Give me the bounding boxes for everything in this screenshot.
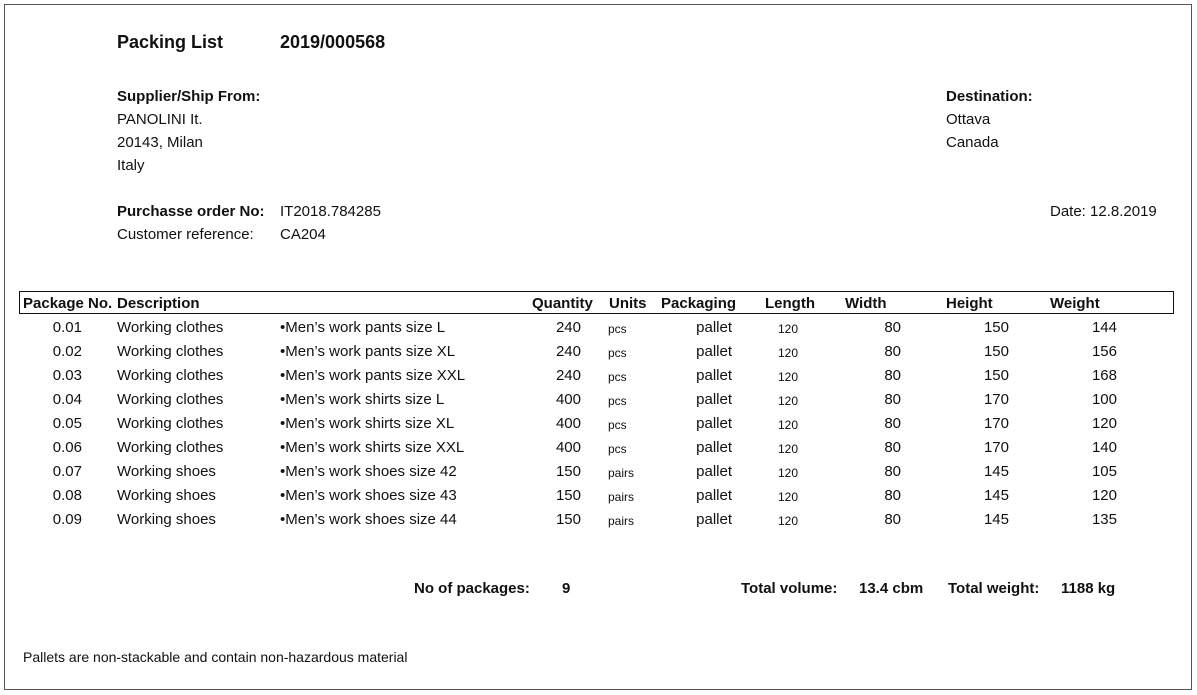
cell-height: 145: [983, 487, 1009, 504]
cell-units: pcs: [608, 442, 627, 456]
cell-height: 145: [983, 511, 1009, 528]
cell-weight: 100: [1091, 391, 1117, 408]
cell-height: 150: [983, 367, 1009, 384]
packages-label: No of packages:: [414, 580, 530, 597]
cell-packaging: pallet: [696, 439, 732, 456]
cell-weight: 140: [1091, 439, 1117, 456]
cell-category: Working clothes: [117, 391, 224, 408]
header-package-no: Package No.: [23, 295, 113, 312]
cell-package-no: 0.04: [52, 391, 82, 408]
cell-item: •Men’s work shoes size 42: [280, 463, 457, 480]
cell-packaging: pallet: [696, 415, 732, 432]
supplier-name: PANOLINI It.: [117, 111, 203, 128]
cell-category: Working clothes: [117, 343, 224, 360]
cell-item: •Men’s work shoes size 44: [280, 511, 457, 528]
cell-length: 120: [778, 466, 799, 480]
cell-height: 150: [983, 319, 1009, 336]
cell-category: Working shoes: [117, 463, 216, 480]
po-value: IT2018.784285: [280, 203, 381, 220]
volume-value: 13.4 cbm: [859, 580, 924, 597]
cell-packaging: pallet: [696, 487, 732, 504]
cell-height: 145: [983, 463, 1009, 480]
cell-width: 80: [884, 343, 901, 360]
header-quantity: Quantity: [532, 295, 593, 312]
cell-weight: 156: [1091, 343, 1117, 360]
cell-quantity: 150: [555, 463, 581, 480]
cell-units: pairs: [608, 490, 635, 504]
volume-label: Total volume:: [741, 580, 838, 597]
cell-package-no: 0.05: [52, 415, 82, 432]
customer-ref-label: Customer reference:: [117, 226, 254, 243]
cell-units: pairs: [608, 466, 635, 480]
supplier-city: 20143, Milan: [117, 134, 203, 151]
cell-height: 150: [983, 343, 1009, 360]
cell-length: 120: [778, 442, 799, 456]
cell-weight: 168: [1091, 367, 1117, 384]
cell-package-no: 0.06: [52, 439, 82, 456]
cell-length: 120: [778, 514, 799, 528]
cell-width: 80: [884, 319, 901, 336]
header-length: Length: [765, 295, 815, 312]
cell-length: 120: [778, 490, 799, 504]
cell-weight: 120: [1091, 487, 1117, 504]
document-number: 2019/000568: [280, 32, 386, 52]
cell-category: Working shoes: [117, 487, 216, 504]
cell-package-no: 0.02: [52, 343, 82, 360]
cell-units: pcs: [608, 322, 627, 336]
cell-package-no: 0.09: [52, 511, 82, 528]
cell-packaging: pallet: [696, 319, 732, 336]
cell-units: pcs: [608, 418, 627, 432]
cell-weight: 120: [1091, 415, 1117, 432]
cell-packaging: pallet: [696, 391, 732, 408]
supplier-country: Italy: [117, 157, 145, 174]
cell-height: 170: [983, 415, 1009, 432]
cell-units: pcs: [608, 370, 627, 384]
header-width: Width: [845, 295, 887, 312]
cell-quantity: 400: [555, 415, 581, 432]
cell-quantity: 400: [555, 439, 581, 456]
cell-item: •Men’s work shoes size 43: [280, 487, 457, 504]
cell-weight: 135: [1091, 511, 1117, 528]
cell-item: •Men’s work shirts size XXL: [280, 439, 465, 456]
cell-item: •Men’s work shirts size L: [280, 391, 445, 408]
cell-height: 170: [983, 391, 1009, 408]
cell-length: 120: [778, 394, 799, 408]
cell-package-no: 0.07: [52, 463, 82, 480]
header-description: Description: [117, 295, 200, 312]
cell-packaging: pallet: [696, 511, 732, 528]
cell-quantity: 150: [555, 511, 581, 528]
cell-width: 80: [884, 367, 901, 384]
po-label: Purchasse order No:: [117, 203, 265, 220]
cell-quantity: 150: [555, 487, 581, 504]
supplier-label: Supplier/Ship From:: [117, 88, 261, 105]
cell-units: pairs: [608, 514, 635, 528]
cell-package-no: 0.03: [52, 367, 82, 384]
cell-weight: 144: [1091, 319, 1117, 336]
document-date: Date: 12.8.2019: [1050, 203, 1157, 220]
cell-units: pcs: [608, 394, 627, 408]
document-title: Packing List: [117, 32, 224, 52]
cell-quantity: 240: [555, 319, 581, 336]
cell-length: 120: [778, 418, 799, 432]
cell-category: Working shoes: [117, 511, 216, 528]
cell-category: Working clothes: [117, 319, 224, 336]
weight-value: 1188 kg: [1061, 580, 1116, 597]
cell-category: Working clothes: [117, 367, 224, 384]
destination-country: Canada: [946, 134, 999, 151]
header-height: Height: [946, 295, 993, 312]
destination-city: Ottava: [946, 111, 991, 128]
cell-width: 80: [884, 463, 901, 480]
cell-package-no: 0.08: [52, 487, 82, 504]
cell-width: 80: [884, 391, 901, 408]
cell-width: 80: [884, 439, 901, 456]
cell-units: pcs: [608, 346, 627, 360]
cell-package-no: 0.01: [52, 319, 82, 336]
header-units: Units: [609, 295, 647, 312]
cell-packaging: pallet: [696, 343, 732, 360]
weight-label: Total weight:: [948, 580, 1040, 597]
header-weight: Weight: [1050, 295, 1100, 312]
cell-quantity: 400: [555, 391, 581, 408]
cell-length: 120: [778, 370, 799, 384]
cell-width: 80: [884, 415, 901, 432]
cell-width: 80: [884, 487, 901, 504]
destination-label: Destination:: [946, 88, 1033, 105]
cell-length: 120: [778, 346, 799, 360]
footer-note: Pallets are non-stackable and contain non-hazardous material: [23, 649, 408, 665]
cell-packaging: pallet: [696, 367, 732, 384]
cell-weight: 105: [1091, 463, 1117, 480]
cell-category: Working clothes: [117, 439, 224, 456]
cell-quantity: 240: [555, 343, 581, 360]
cell-item: •Men’s work shirts size XL: [280, 415, 455, 432]
cell-item: •Men’s work pants size XL: [280, 343, 456, 360]
header-packaging: Packaging: [661, 295, 737, 312]
cell-quantity: 240: [555, 367, 581, 384]
cell-height: 170: [983, 439, 1009, 456]
packages-value: 9: [562, 580, 571, 597]
customer-ref-value: CA204: [280, 226, 326, 243]
cell-length: 120: [778, 322, 799, 336]
cell-packaging: pallet: [696, 463, 732, 480]
cell-width: 80: [884, 511, 901, 528]
cell-item: •Men’s work pants size XXL: [280, 367, 466, 384]
cell-category: Working clothes: [117, 415, 224, 432]
cell-item: •Men’s work pants size L: [280, 319, 446, 336]
